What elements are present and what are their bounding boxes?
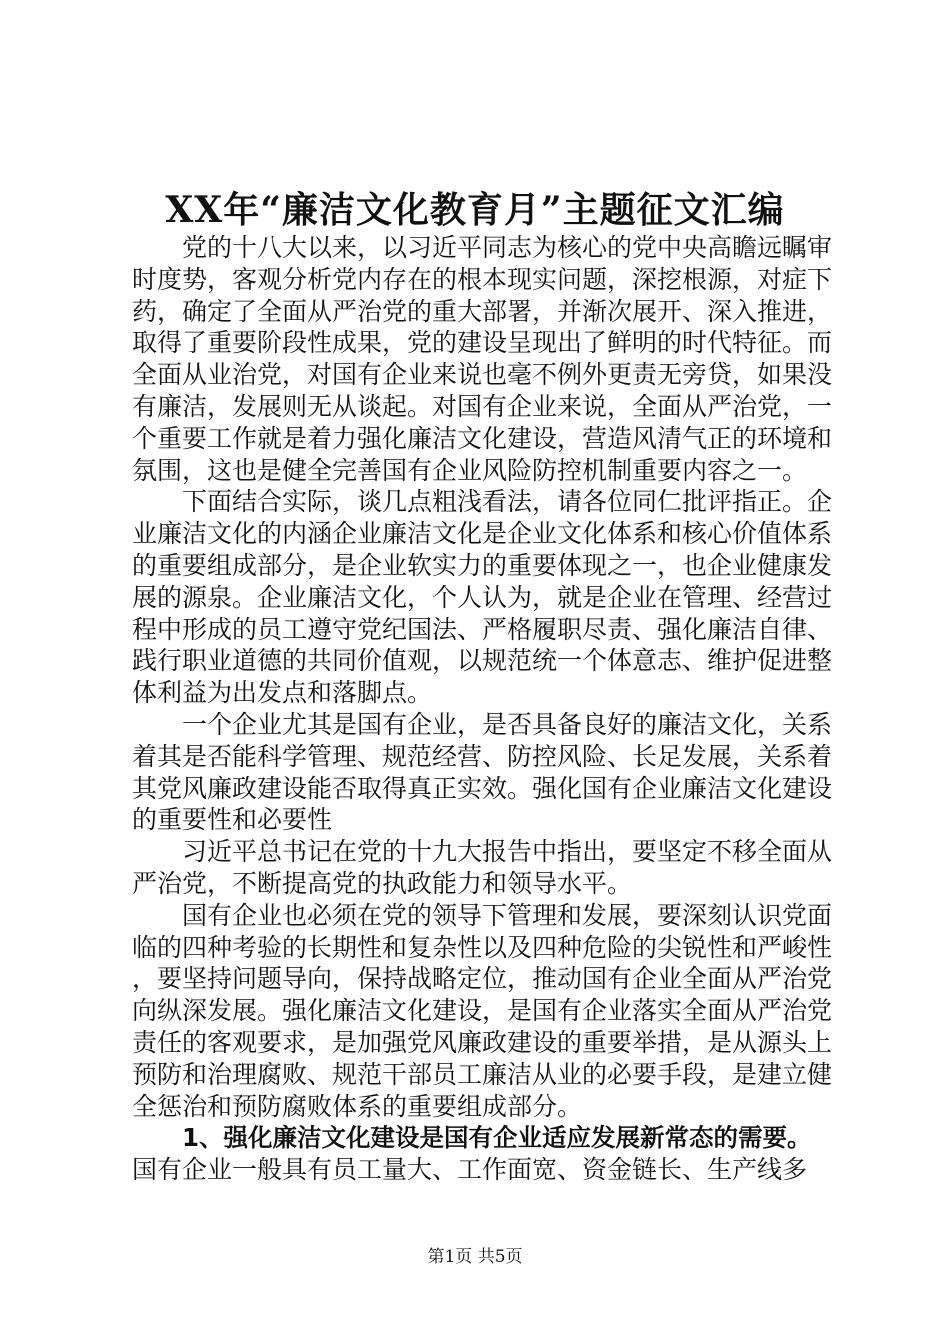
paragraph-3: 一个企业尤其是国有企业，是否具备良好的廉洁文化，关系着其是否能科学管理、规范经营、防控风险、长足发展，关系着其党风廉政建设能否取得真正实效。强化国有企业廉洁文化建设的重要性和必要性 (132, 709, 833, 835)
document-title: XX年“廉洁文化教育月”主题征文汇编 (165, 189, 785, 231)
paragraph-2: 下面结合实际，谈几点粗浅看法，请各位同仁批评指正。企业廉洁文化的内涵企业廉洁文化是企业文化体系和核心价值体系的重要组成部分，是企业软实力的重要体现之一，也企业健康发展的源泉。企业廉洁文化，个人认为，就是企业在管理、经营过程中形成的员工遵守党纪国法、严格履职尽责、强化廉洁自律、践行职业道德的共同价值观，以规范统一个体意志、维护促进整体利益为出发点和落脚点。 (132, 487, 833, 708)
section-heading-1: 1、强化廉洁文化建设是国有企业适应发展新常态的需要。 (182, 1123, 812, 1153)
paragraph-5: 国有企业也必须在党的领导下管理和发展，要深刻认识党面临的四种考验的长期性和复杂性以及四种危险的尖锐性和严峻性，要坚持问题导向，保持战略定位，推动国有企业全面从严治党向纵深发展。强化廉洁文化建设，是国有企业落实全面从严治党责任的客观要求，是加强党风廉政建设的重要举措，是从源头上预防和治理腐败、规范干部员工廉洁从业的必要手段，是建立健全惩治和预防腐败体系的重要组成部分。 (132, 900, 833, 1121)
document-body (132, 232, 832, 1186)
paragraph-1: 党的十八大以来，以习近平同志为核心的党中央高瞻远瞩审时度势，客观分析党内存在的根本现实问题，深挖根源，对症下药，确定了全面从严治党的重大部署，并渐次展开、深入推进，取得了重要阶段性成果，党的建设呈现出了鲜明的时代特征。而全面从业治党，对国有企业来说也毫不例外更责无旁贷，如果没有廉洁，发展则无从谈起。对国有企业来说，全面从严治党，一个重要工作就是着力强化廉洁文化建设，营造风清气正的环境和氛围，这也是健全完善国有企业风险防控机制重要内容之一。 (132, 233, 833, 485)
paragraph-4: 习近平总书记在党的十九大报告中指出，要坚定不移全面从严治党，不断提高党的执政能力和领导水平。 (132, 837, 833, 898)
page-footer: 第1页 共5页 (427, 1247, 523, 1267)
paragraph-6: 国有企业一般具有员工量大、工作面宽、资金链长、生产线多 (132, 1155, 808, 1185)
